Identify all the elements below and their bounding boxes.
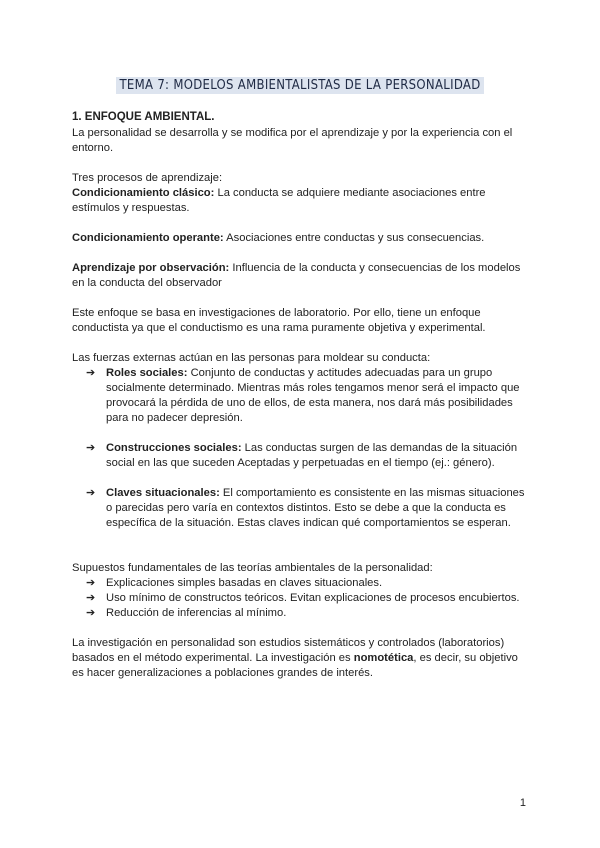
force-text: El comportamiento es consistente en las mismas situaciones o parecidas pero varía en contextos distintos. Esto se debe a que la conducta es específica de la situación. Estas claves indican qué comportamientos se esperan. [106, 487, 525, 529]
force-term: Construcciones sociales: [106, 442, 242, 454]
process-classical [72, 186, 532, 216]
arrow-icon: ➔ [86, 367, 96, 379]
forces-list [72, 486, 532, 531]
force-text: Las conductas surgen de las demandas de la situación social en las que suceden Aceptadas y perpetuadas en el tiempo (ej.: género). [106, 442, 518, 469]
list-item [86, 366, 532, 426]
arrow-icon: ➔ [86, 442, 96, 454]
page-title: TEMA 7: MODELOS AMBIENTALISTAS DE LA PERSONALIDAD [116, 77, 483, 94]
assumptions-label: Supuestos fundamentales de las teorías ambientales de la personalidad: [72, 562, 433, 574]
list-item [86, 486, 532, 531]
document-body [72, 110, 532, 681]
force-text: Conjunto de conductas y actitudes adecuadas para un grupo socialmente determinado. Mientras más roles tengamos menor será el impacto que provocará la pérdida de uno de ellos, de esta manera, nos dará más posibilidades para no padecer depresión. [106, 367, 520, 424]
page-number: 1 [519, 797, 526, 809]
process-observation [72, 261, 532, 291]
process-term: Condicionamiento clásico: [72, 187, 215, 199]
research-bold: nomotética [353, 652, 414, 664]
assumption-text: Uso mínimo de constructos teóricos. Evitan explicaciones de procesos encubiertos. [106, 592, 520, 604]
assumption-text: Reducción de inferencias al mínimo. [106, 607, 287, 619]
arrow-icon: ➔ [86, 592, 96, 604]
list-item [86, 606, 532, 621]
process-text: Asociaciones entre conductas y sus consecuencias. [223, 232, 485, 244]
assumptions-list [72, 576, 532, 621]
arrow-icon: ➔ [86, 607, 96, 619]
process-term: Condicionamiento operante: [72, 232, 224, 244]
forces-label: Las fuerzas externas actúan en las personas para moldear su conducta: [72, 352, 431, 364]
forces-list [72, 366, 532, 426]
process-text: La conducta se adquiere mediante asociaciones entre estímulos y respuestas. [72, 187, 486, 214]
forces-list [72, 441, 532, 471]
assumption-text: Explicaciones simples basadas en claves situacionales. [106, 577, 383, 589]
intro-paragraph: La personalidad se desarrolla y se modifica por el aprendizaje y por la experiencia con el entorno. [72, 127, 513, 154]
research-text: La investigación en personalidad son estudios sistemáticos y controlados (laboratorios) basados en el método experimental. La investigación es [72, 637, 505, 664]
list-item [86, 441, 532, 471]
process-text: Influencia de la conducta y consecuencias de los modelos en la conducta del observador [72, 262, 521, 289]
processes-label: Tres procesos de aprendizaje: [72, 172, 223, 184]
arrow-icon: ➔ [86, 577, 96, 589]
force-term: Roles sociales: [106, 367, 188, 379]
arrow-icon: ➔ [86, 487, 96, 499]
title-wrap [0, 76, 600, 94]
research-text: , es decir, su objetivo es hacer generalizaciones a poblaciones grandes de interés. [72, 652, 518, 679]
force-term: Claves situacionales: [106, 487, 220, 499]
process-operant [72, 231, 532, 246]
approach-paragraph: Este enfoque se basa en investigaciones de laboratorio. Por ello, tiene un enfoque conductista ya que el conductismo es una rama puramente objetiva y experimental. [72, 307, 486, 334]
research-paragraph [72, 636, 532, 681]
list-item [86, 591, 532, 606]
process-term: Aprendizaje por observación: [72, 262, 230, 274]
section-heading: 1. ENFOQUE AMBIENTAL. [72, 111, 215, 123]
list-item [86, 576, 532, 591]
